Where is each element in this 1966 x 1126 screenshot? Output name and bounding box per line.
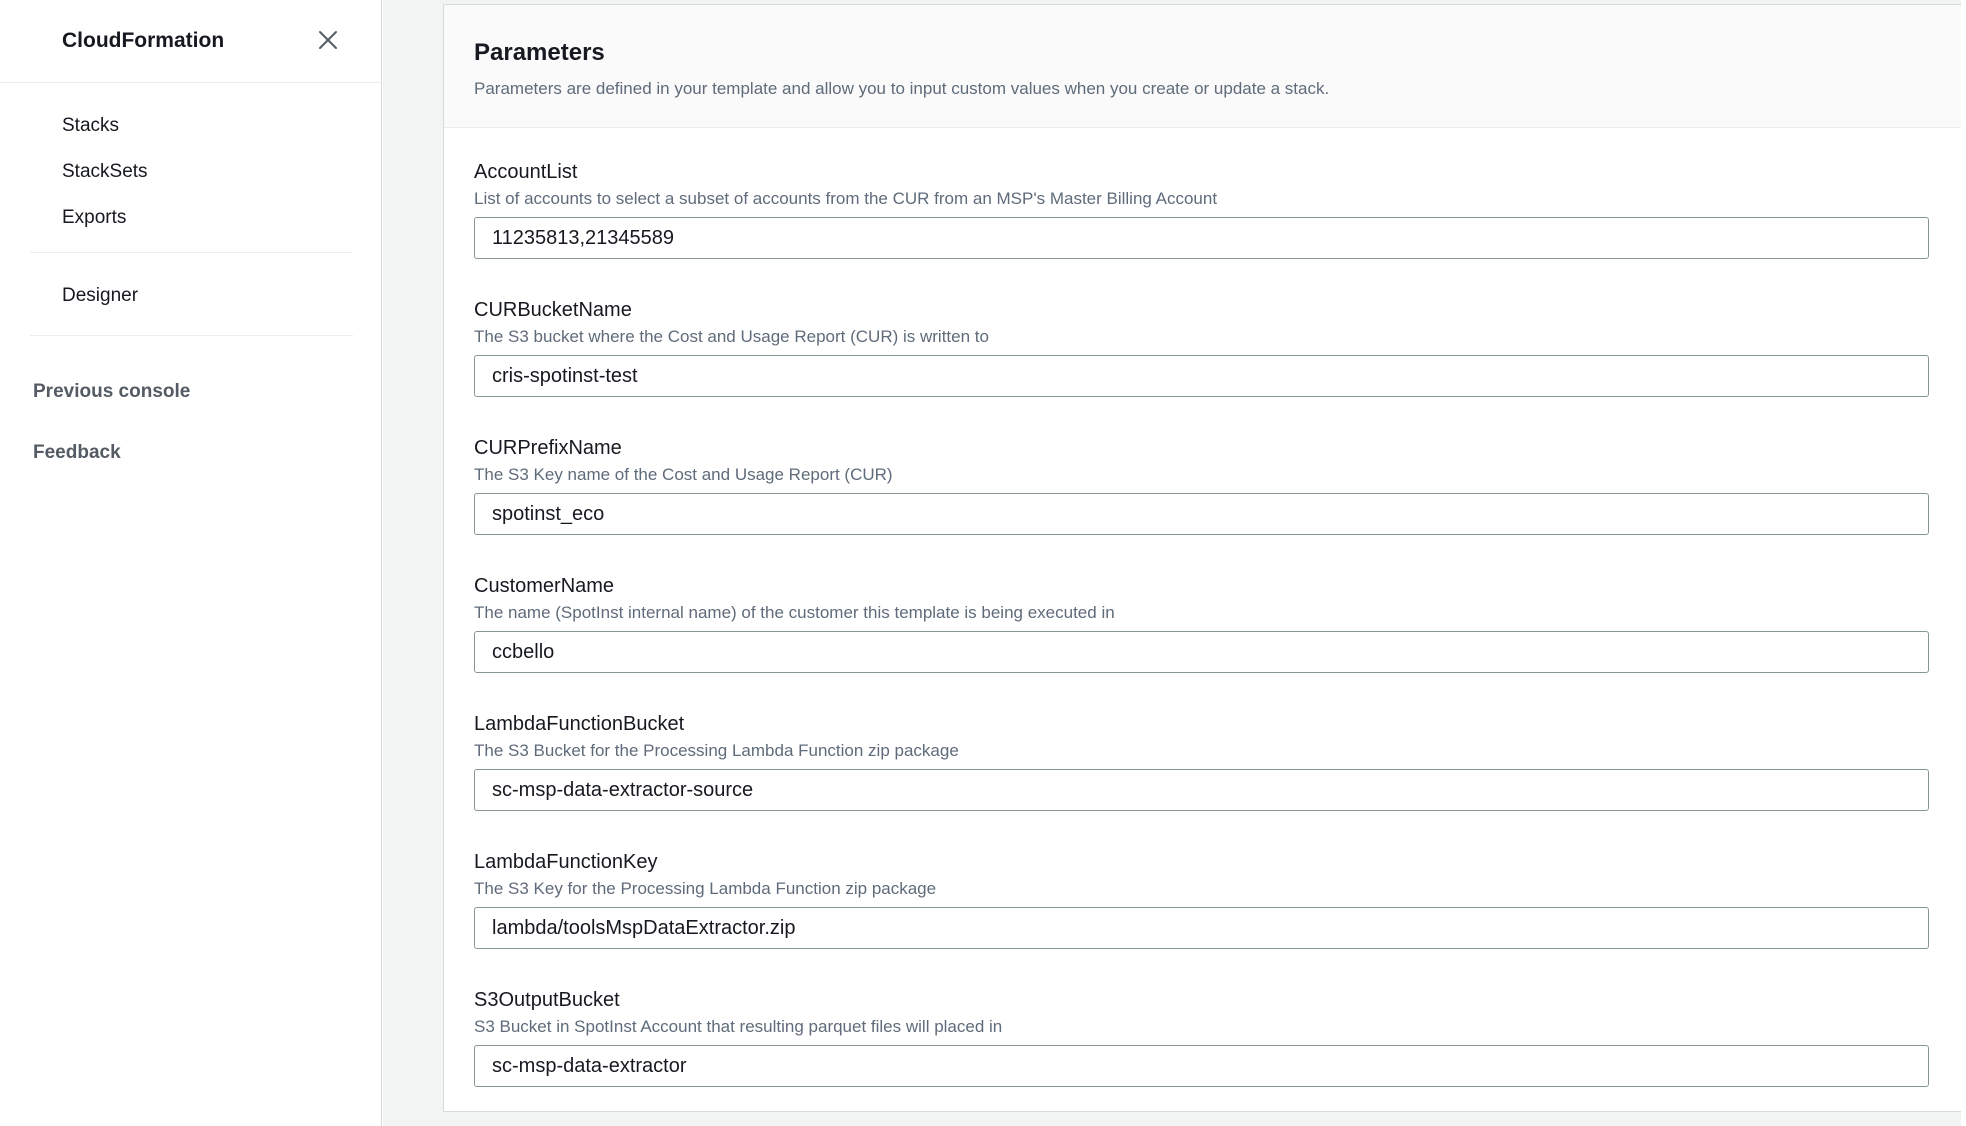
parameter-label: S3OutputBucket (474, 989, 620, 1011)
parameter-label: CURBucketName (474, 299, 632, 321)
parameter-label: AccountList (474, 161, 578, 183)
parameter-input-s3outputbucket[interactable] (474, 1045, 1929, 1087)
sidebar-item-stacksets[interactable]: StackSets (62, 161, 148, 182)
close-icon (317, 29, 339, 54)
sidebar-item-stacks[interactable]: Stacks (62, 115, 120, 136)
parameter-field-accountlist (474, 160, 1929, 259)
parameter-field-curprefixname (474, 436, 1929, 535)
parameter-description: The S3 Bucket for the Processing Lambda Function zip package (474, 741, 959, 760)
parameter-field-lambdafunctionkey (474, 850, 1929, 949)
parameter-input-curprefixname[interactable] (474, 493, 1929, 535)
sidebar (0, 0, 382, 1126)
sidebar-nav-secondary (0, 273, 381, 319)
parameter-description: List of accounts to select a subset of accounts from the CUR from an MSP's Master Billing Account (474, 189, 1218, 208)
parameter-description: The S3 Key for the Processing Lambda Function zip package (474, 879, 937, 898)
parameter-field-curbucketname (474, 298, 1929, 397)
parameter-input-lambdafunctionbucket[interactable] (474, 769, 1929, 811)
parameters-panel (443, 4, 1962, 1112)
parameters-panel-header (444, 5, 1961, 128)
parameter-label: LambdaFunctionBucket (474, 713, 685, 735)
parameter-description: The S3 Key name of the Cost and Usage Report (CUR) (474, 465, 893, 484)
parameter-input-curbucketname[interactable] (474, 355, 1929, 397)
parameters-form (444, 128, 1961, 1087)
sidebar-link-feedback[interactable]: Feedback (33, 442, 121, 463)
parameter-description: S3 Bucket in SpotInst Account that resulting parquet files will placed in (474, 1017, 1003, 1036)
panel-description: Parameters are defined in your template and allow you to input custom values when you create or update a stack. (474, 79, 1330, 98)
service-title: CloudFormation (62, 29, 225, 52)
parameter-input-lambdafunctionkey[interactable] (474, 907, 1929, 949)
parameter-field-lambdafunctionbucket (474, 712, 1929, 811)
parameter-description: The name (SpotInst internal name) of the customer this template is being executed in (474, 603, 1115, 622)
parameter-label: CustomerName (474, 575, 615, 597)
parameter-label: CURPrefixName (474, 437, 622, 459)
sidebar-nav-primary (0, 103, 381, 241)
parameter-input-customername[interactable] (474, 631, 1929, 673)
panel-title: Parameters (474, 39, 605, 66)
parameter-field-customername (474, 574, 1929, 673)
sidebar-item-designer[interactable]: Designer (62, 285, 139, 306)
parameter-input-accountlist[interactable] (474, 217, 1929, 259)
parameter-label: LambdaFunctionKey (474, 851, 658, 873)
sidebar-footer-links (0, 369, 381, 476)
sidebar-header (0, 0, 381, 83)
sidebar-link-previousconsole[interactable]: Previous console (33, 381, 191, 402)
main-content (383, 0, 1966, 1126)
parameter-description: The S3 bucket where the Cost and Usage Report (CUR) is written to (474, 327, 989, 346)
page-right-edge (1961, 0, 1966, 1126)
parameter-field-s3outputbucket (474, 988, 1929, 1087)
divider (30, 252, 353, 253)
sidebar-item-exports[interactable]: Exports (62, 207, 127, 228)
close-sidebar-button[interactable] (311, 25, 345, 57)
divider (30, 335, 353, 336)
